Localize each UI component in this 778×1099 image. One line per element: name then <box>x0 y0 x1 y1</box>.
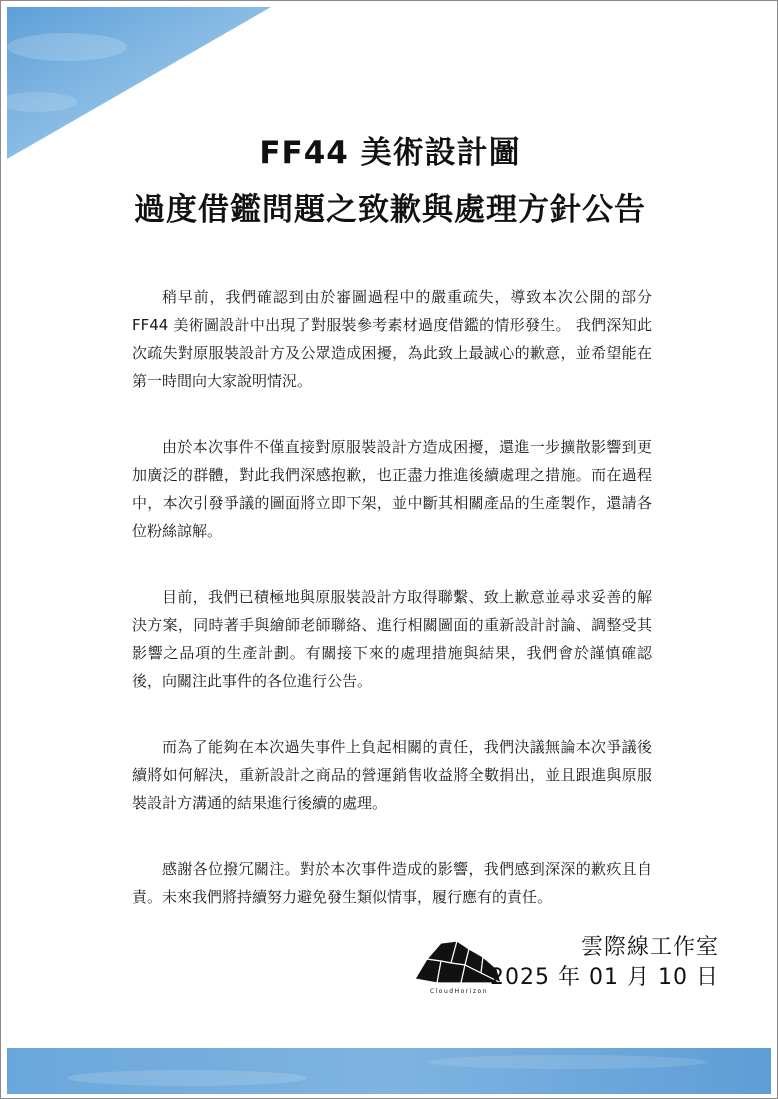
studio-name: 雲際線工作室 <box>580 935 719 960</box>
paragraph: 由於本次事件不僅直接對原服裝設計方造成困擾，還進一步擴散影響到更加廣泛的群體，對此我們深感抱歉，也正盡力推進後續處理之措施。而在過程中，本次引發爭議的圖面將立即下架，並中斷其相關產品的生產製作，還請各位粉絲諒解。 <box>132 438 652 540</box>
notice-date: 2025 年 01 月 10 日 <box>490 965 719 990</box>
paragraph: 目前，我們已積極地與原服裝設計方取得聯繫、致上歉意並尋求妥善的解決方案，同時著手與繪師老師聯絡、進行相關圖面的重新設計討論、調整受其影響之品項的生產計劃。有關接下來的處理措施與結果，我們會於謹慎確認後，向關注此事件的各位進行公告。 <box>132 588 652 690</box>
notice-body <box>132 283 652 949</box>
title-line-1: FF44 美術設計圖 <box>259 135 521 171</box>
paragraph: 稍早前，我們確認到由於審圖過程中的嚴重疏失，導致本次公開的部分 FF44 美術圖設計中出現了對服裝參考素材過度借鑑的情形發生。 我們深知此次疏失對原服裝設計方及公眾造成困擾，為此致上最誠心的歉意，並希望能在第一時間向大家說明情況。 <box>132 288 652 390</box>
notice-title <box>1 125 778 239</box>
logo-text: CloudHorizon <box>429 988 489 995</box>
signature-block <box>490 933 719 993</box>
sky-bottom-band <box>7 1048 771 1094</box>
paragraph: 而為了能夠在本次過失事件上負起相關的責任，我們決議無論本次爭議後續將如何解決，重新設計之商品的營運銷售收益將全數捐出，並且跟進與原服裝設計方溝通的結果進行後續的處理。 <box>132 738 652 812</box>
paragraph: 感謝各位撥冗關注。對於本次事件造成的影響，我們感到深深的歉疚且自責。未來我們將持續努力避免發生類似情事，履行應有的責任。 <box>132 860 652 906</box>
title-line-2: 過度借鑑問題之致歉與處理方針公告 <box>134 192 646 228</box>
